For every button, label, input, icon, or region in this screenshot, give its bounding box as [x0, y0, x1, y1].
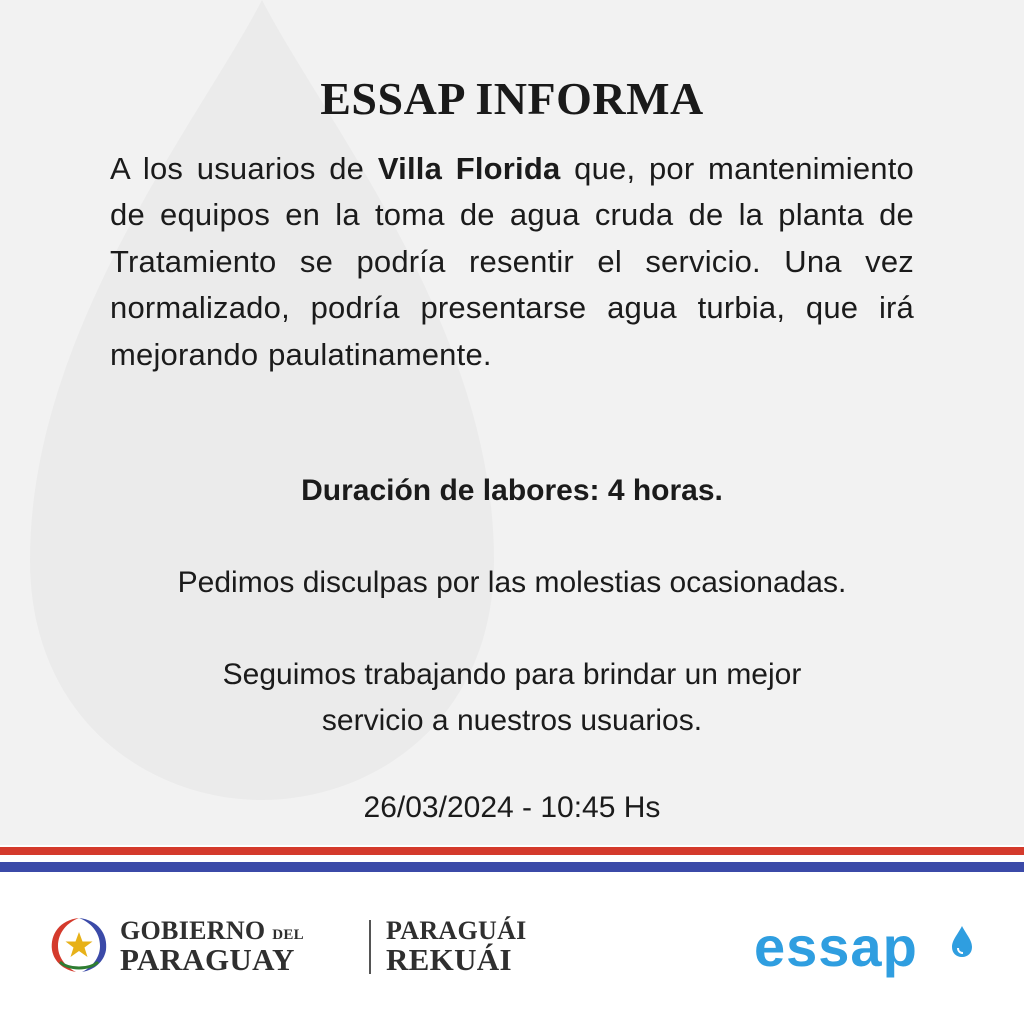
body-prefix: A los usuarios de — [110, 151, 378, 186]
work-duration: Duración de labores: 4 horas. — [301, 474, 723, 507]
notice-datetime: 26/03/2024 - 10:45 Hs — [363, 791, 661, 824]
closing-text — [0, 652, 1024, 744]
location-name: Villa Florida — [377, 151, 561, 186]
apology-text: Pedimos disculpas por las molestias ocasionadas. — [177, 566, 847, 599]
essap-wordmark: essap — [754, 920, 918, 978]
essap-logo — [754, 920, 980, 980]
closing-line-1: Seguimos trabajando para brindar un mejor — [222, 658, 802, 691]
notice-body — [110, 146, 914, 378]
flag-stripe-blue — [0, 862, 1024, 872]
gov-name-line-2: PARAGUAY — [120, 942, 295, 977]
gov-name-line-1: GOBIERNO DEL — [120, 916, 304, 945]
slogan-line-2: REKUÁI — [386, 942, 512, 977]
logo-divider — [369, 920, 371, 974]
paraguay-emblem-icon — [46, 912, 112, 976]
government-logo — [46, 912, 527, 977]
flag-stripe-red — [0, 847, 1024, 855]
slogan-line-1: PARAGUÁI — [386, 916, 527, 945]
body-rest: que, por mantenimiento de equipos en la toma de agua cruda de la planta de Tratamiento se podría resentir el servicio. Una vez normalizado, podría presentarse agua turbia, que irá mejorando paulatinamente. — [110, 151, 914, 372]
closing-line-2: servicio a nuestros usuarios. — [321, 704, 703, 737]
notice-title: ESSAP INFORMA — [320, 73, 704, 124]
